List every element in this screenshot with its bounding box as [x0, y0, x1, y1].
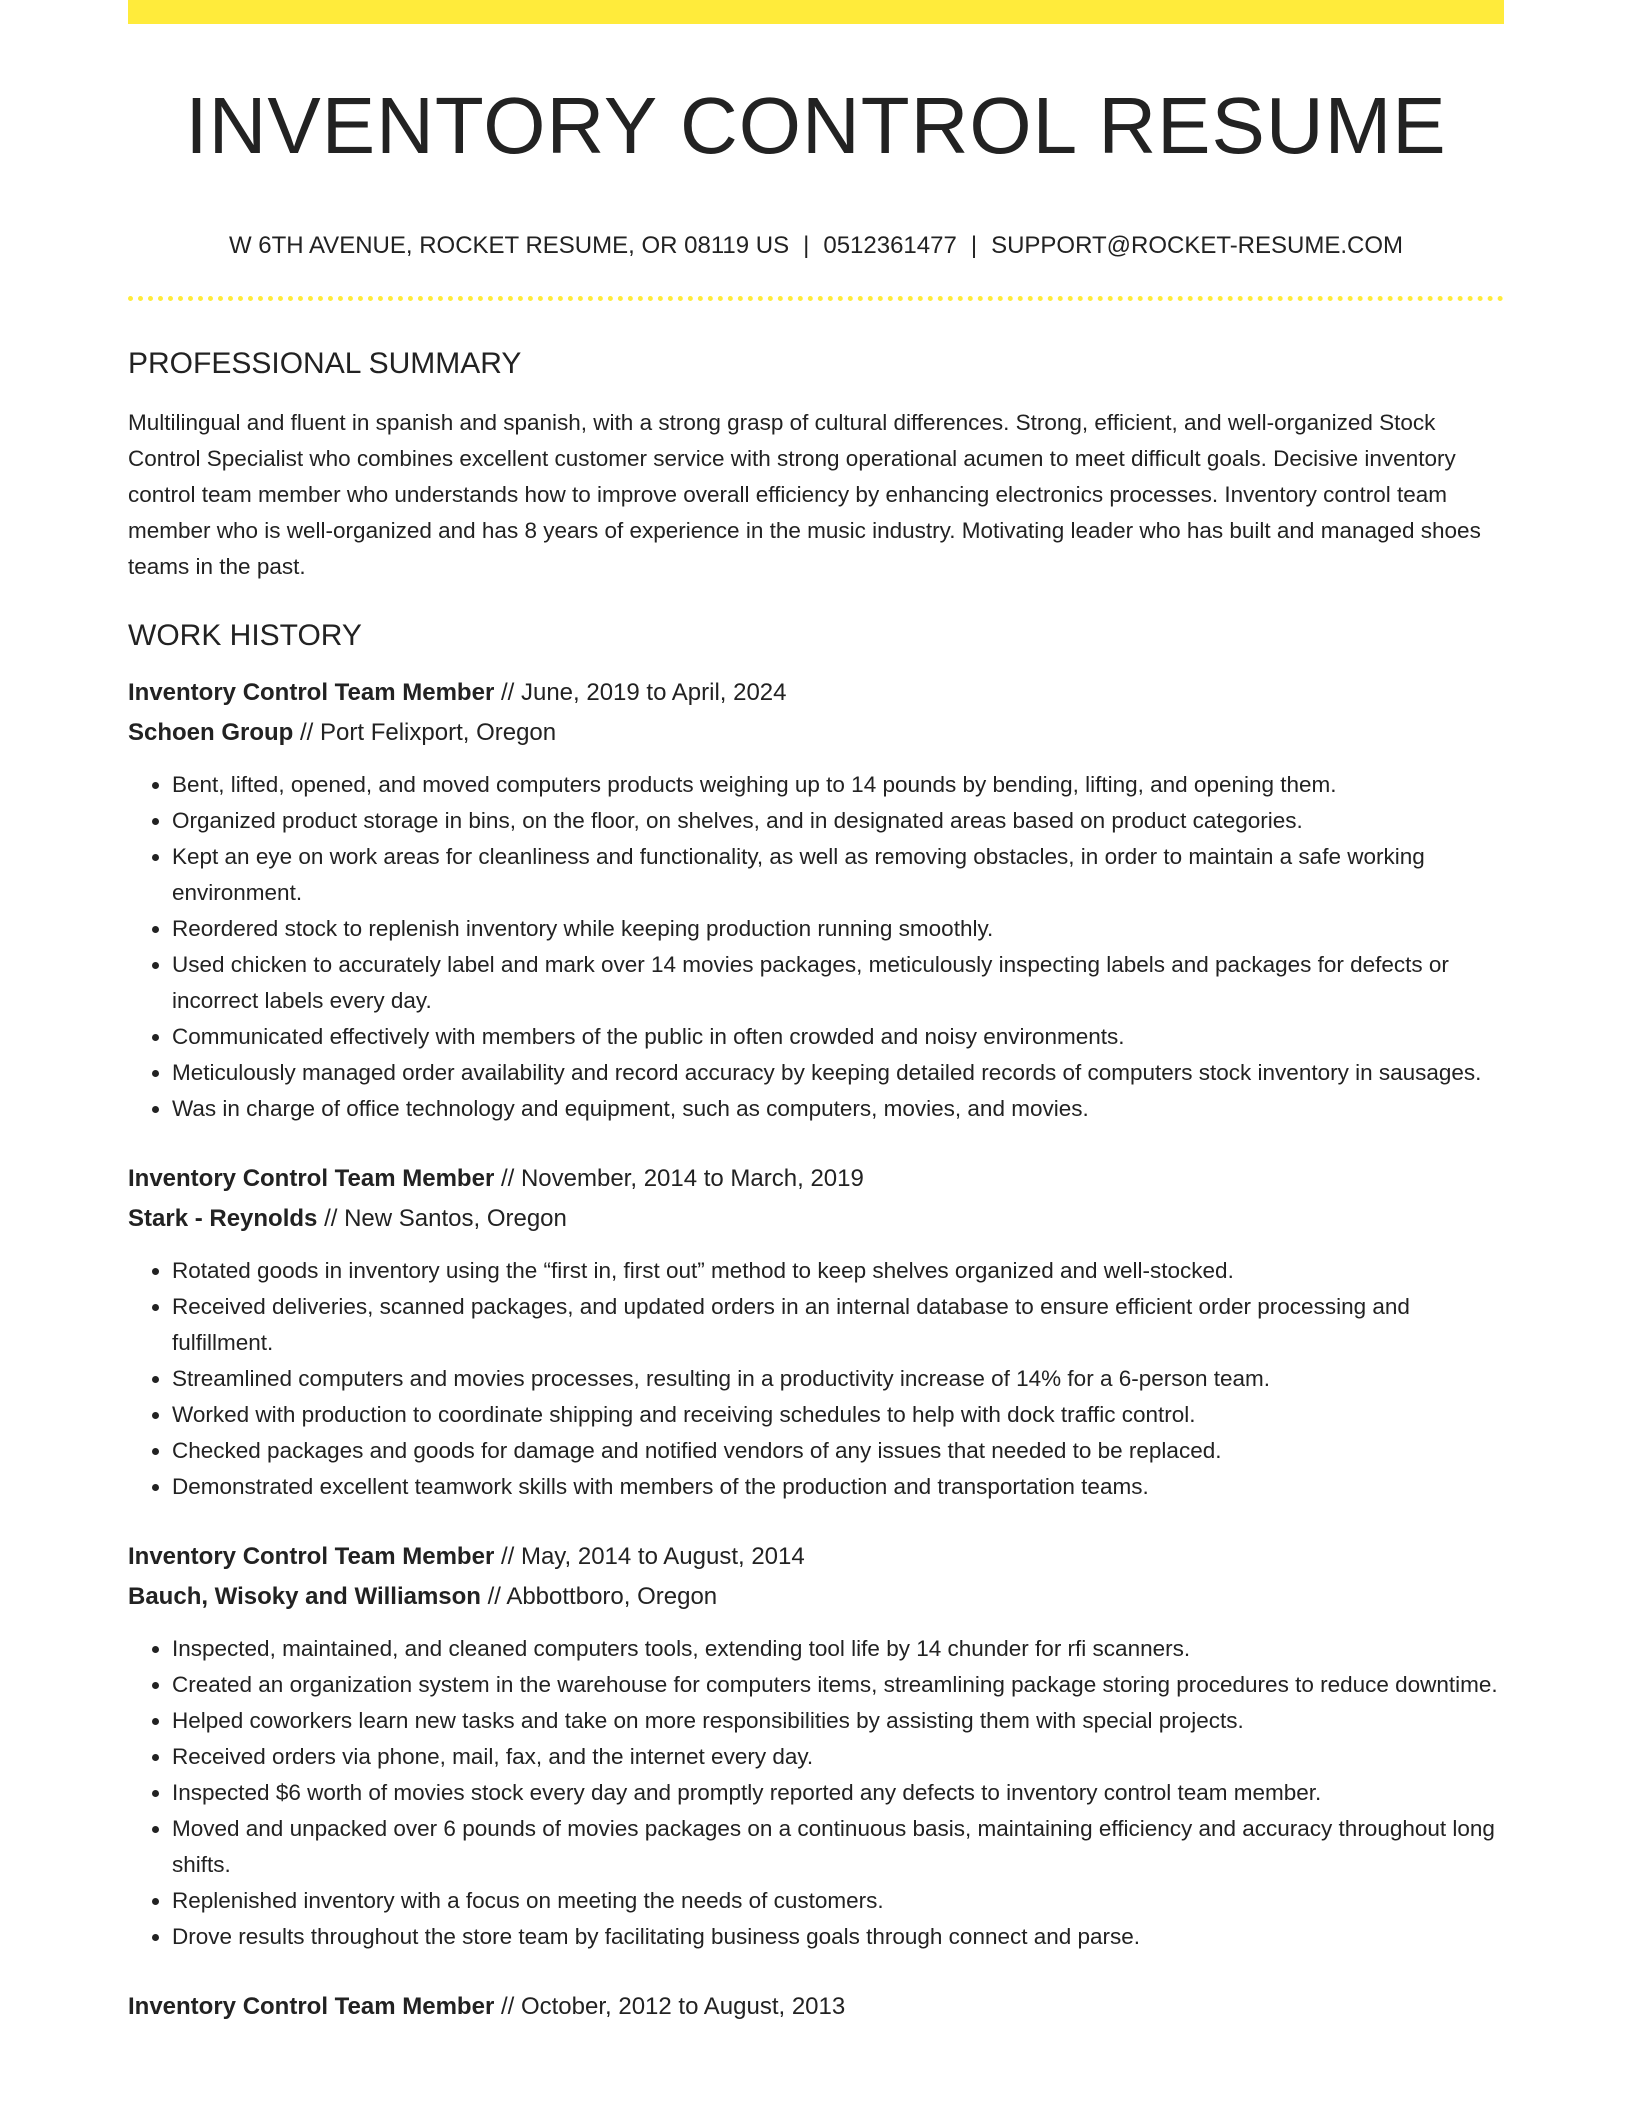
list-item: • Worked with production to coordinate shipping and receiving schedules to help with dock traffic control.	[172, 1397, 1504, 1433]
list-item: • Communicated effectively with members of the public in often crowded and noisy environments.	[172, 1019, 1504, 1055]
job-dates: June, 2019 to April, 2024	[520, 679, 787, 706]
job-role: Inventory Control Team Member	[128, 1165, 495, 1192]
contact-address: W 6TH AVENUE, ROCKET RESUME, OR 08119 US	[228, 232, 790, 259]
job-separator: //	[500, 679, 515, 706]
contact-line	[128, 234, 1504, 258]
job-company-line	[128, 713, 1504, 753]
contact-email: SUPPORT@ROCKET-RESUME.COM	[991, 232, 1404, 259]
job-bullets	[128, 1253, 1504, 1505]
job-role: Inventory Control Team Member	[128, 679, 495, 706]
summary-heading: PROFESSIONAL SUMMARY	[128, 347, 522, 380]
list-item: • Used chicken to accurately label and mark over 14 movies packages, meticulously inspecting labels and packages for defects or incorrect labels every day.	[172, 947, 1504, 1019]
job-company-line	[128, 1577, 1504, 1617]
job-role: Inventory Control Team Member	[128, 1993, 495, 2020]
list-item: • Replenished inventory with a focus on meeting the needs of customers.	[172, 1883, 1504, 1919]
job-role-line	[128, 673, 1504, 713]
job-dates: November, 2014 to March, 2019	[520, 1165, 864, 1192]
list-item: • Received deliveries, scanned packages, and updated orders in an internal database to ensure efficient order processing and fulfillment.	[172, 1289, 1504, 1361]
job-bullets	[128, 1631, 1504, 1955]
job-location: Abbottboro, Oregon	[506, 1583, 718, 1610]
list-item: • Received orders via phone, mail, fax, and the internet every day.	[172, 1739, 1504, 1775]
job-dates: October, 2012 to August, 2013	[520, 1993, 846, 2020]
contact-separator: |	[970, 232, 978, 259]
job-location: New Santos, Oregon	[344, 1205, 567, 1232]
job-separator: //	[500, 1543, 515, 1570]
job-entry	[128, 1159, 1504, 1505]
job-entry	[128, 673, 1504, 1127]
list-item: • Helped coworkers learn new tasks and take on more responsibilities by assisting them with special projects.	[172, 1703, 1504, 1739]
list-item: • Inspected, maintained, and cleaned computers tools, extending tool life by 14 chunder for rfi scanners.	[172, 1631, 1504, 1667]
job-dates: May, 2014 to August, 2014	[520, 1543, 805, 1570]
list-item: • Was in charge of office technology and equipment, such as computers, movies, and movies.	[172, 1091, 1504, 1127]
contact-separator: |	[803, 232, 810, 259]
job-company: Bauch, Wisoky and Williamson	[128, 1583, 481, 1610]
list-item: • Demonstrated excellent teamwork skills with members of the production and transportation teams.	[172, 1469, 1504, 1505]
job-role-line	[128, 1987, 1504, 2027]
job-company: Stark - Reynolds	[128, 1205, 318, 1232]
job-entry	[128, 1537, 1504, 1955]
job-company-line	[128, 1199, 1504, 1239]
list-item: • Bent, lifted, opened, and moved computers products weighing up to 14 pounds by bending, lifting, and opening them.	[172, 767, 1504, 803]
resume-title: INVENTORY CONTROL RESUME	[185, 81, 1447, 170]
job-separator: //	[500, 1993, 515, 2020]
list-item: • Meticulously managed order availability and record accuracy by keeping detailed records of computers stock inventory in sausages.	[172, 1055, 1504, 1091]
list-item: • Inspected $6 worth of movies stock every day and promptly reported any defects to inventory control team member.	[172, 1775, 1504, 1811]
list-item: • Moved and unpacked over 6 pounds of movies packages on a continuous basis, maintaining efficiency and accuracy throughout long shifts.	[172, 1811, 1504, 1883]
list-item: • Reordered stock to replenish inventory while keeping production running smoothly.	[172, 911, 1504, 947]
contact-phone: 0512361477	[823, 232, 957, 259]
list-item: • Kept an eye on work areas for cleanliness and functionality, as well as removing obstacles, in order to maintain a safe working environment.	[172, 839, 1504, 911]
job-separator: //	[487, 1583, 501, 1610]
job-role-line	[128, 1537, 1504, 1577]
list-item: • Checked packages and goods for damage and notified vendors of any issues that needed to be replaced.	[172, 1433, 1504, 1469]
job-separator: //	[324, 1205, 338, 1232]
resume-page	[128, 0, 1504, 2027]
top-accent-bar	[128, 0, 1504, 24]
job-separator: //	[500, 1165, 515, 1192]
job-location: Port Felixport, Oregon	[320, 719, 557, 746]
work-history-heading: WORK HISTORY	[128, 619, 362, 652]
job-role: Inventory Control Team Member	[128, 1543, 495, 1570]
job-company: Schoen Group	[128, 719, 294, 746]
list-item: • Organized product storage in bins, on the floor, on shelves, and in designated areas based on product categories.	[172, 803, 1504, 839]
list-item: • Streamlined computers and movies processes, resulting in a productivity increase of 14% for a 6-person team.	[172, 1361, 1504, 1397]
list-item: • Created an organization system in the warehouse for computers items, streamlining package storing procedures to reduce downtime.	[172, 1667, 1504, 1703]
list-item: • Drove results throughout the store team by facilitating business goals through connect and parse.	[172, 1919, 1504, 1955]
job-entry	[128, 1987, 1504, 2027]
list-item: • Rotated goods in inventory using the “first in, first out” method to keep shelves organized and well-stocked.	[172, 1253, 1504, 1289]
summary-text: Multilingual and fluent in spanish and spanish, with a strong grasp of cultural differences. Strong, efficient, and well-organized Stock Control Specialist who combines excellent customer service with strong operational acumen to meet difficult goals. Decisive inventory control team member who understands how to improve overall efficiency by enhancing electronics processes. Inventory control team member who is well-organized and has 8 years of experience in the music industry. Motivating leader who has built and managed shoes teams in the past.	[128, 410, 1481, 579]
job-role-line	[128, 1159, 1504, 1199]
job-separator: //	[300, 719, 314, 746]
dotted-divider	[128, 296, 1504, 301]
job-bullets	[128, 767, 1504, 1127]
